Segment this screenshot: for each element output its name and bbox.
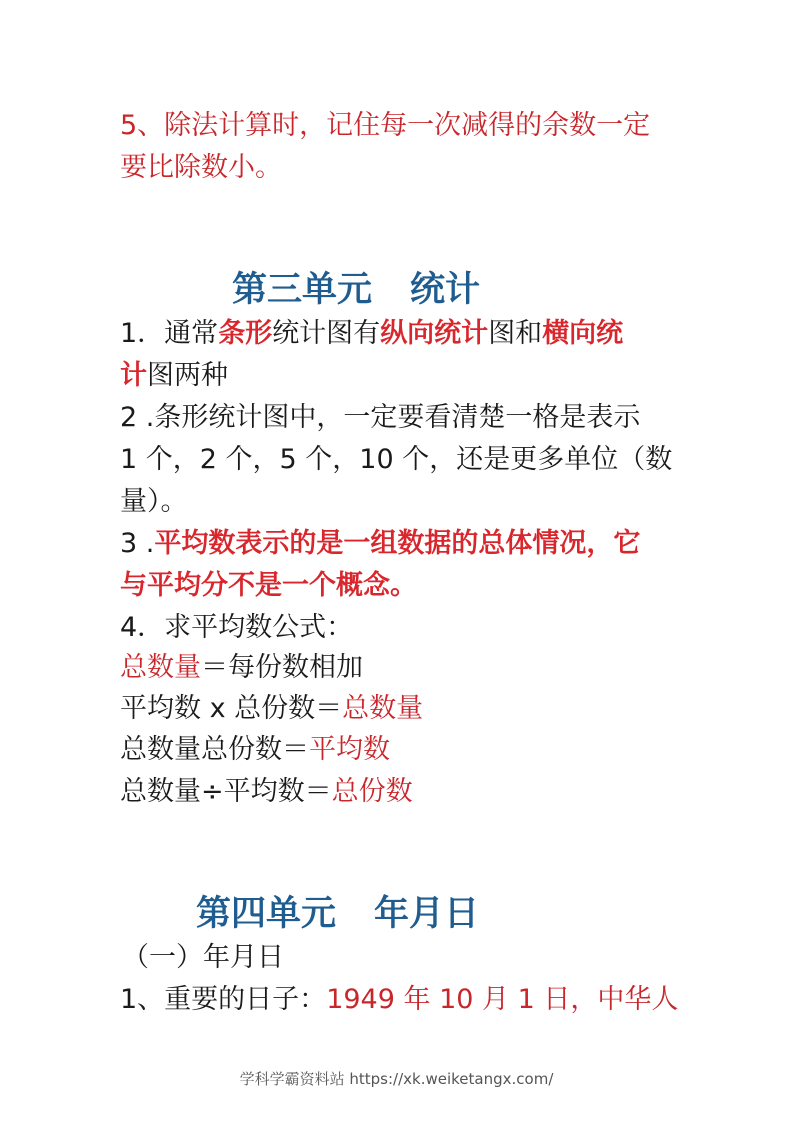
formula-1	[120, 652, 363, 684]
highlight-horizontal-end: 计	[120, 360, 147, 391]
highlight-vertical: 纵向统计	[380, 318, 489, 349]
text: 图和	[488, 318, 543, 349]
unit3-item-2-line-1: 2 .条形统计图中，一定要看清楚一格是表示	[120, 402, 641, 433]
formula-3	[120, 734, 390, 766]
text: 1．通常	[120, 318, 219, 349]
highlight-average: 平均数表示的是一组数据的总体情况，它	[154, 528, 641, 559]
unit4-heading-label: 第四单元	[196, 894, 337, 934]
unit4-heading	[196, 886, 479, 936]
unit3-heading-topic: 统计	[410, 270, 481, 310]
formula-4	[120, 776, 413, 808]
formula-answer: 总份数	[331, 776, 413, 807]
formula-text: 总数量总份数＝	[120, 734, 309, 765]
item-number: 3 .	[120, 528, 155, 559]
unit3-heading-label: 第三单元	[232, 270, 373, 310]
unit4-subheading: （一）年月日	[122, 942, 284, 973]
unit4-item-1	[120, 984, 678, 1016]
highlight-horizontal: 横向统	[542, 318, 624, 349]
highlight-date: 1949 年 10 月 1 日，中华人	[326, 984, 679, 1015]
unit4-heading-topic: 年月日	[374, 894, 480, 934]
text: 1、重要的日子：	[120, 984, 327, 1015]
formula-answer: 总数量	[342, 693, 424, 724]
footer-watermark: 学科学霸资料站 https://xk.weiketangx.com/	[239, 1070, 554, 1088]
highlight-bar-chart: 条形	[218, 318, 273, 349]
formula-2	[120, 693, 423, 725]
text: 统计图有	[272, 318, 381, 349]
formula-answer: 总数量	[120, 652, 201, 683]
formula-text: ＝每份数相加	[201, 652, 363, 683]
unit3-item-2-line-2: 1 个，2 个，5 个，10 个，还是更多单位（数	[120, 444, 673, 475]
formula-answer: 平均数	[309, 734, 390, 765]
formula-text: 平均数 x 总份数＝	[120, 693, 343, 724]
unit3-heading	[232, 262, 480, 312]
unit3-item-4-title: 4．求平均数公式：	[120, 612, 354, 643]
sec5-line-2: 要比除数小。	[120, 152, 282, 183]
unit3-item-1-line-1	[120, 318, 623, 350]
unit3-item-3-line-1	[120, 528, 640, 560]
unit3-item-2-line-3: 量）。	[120, 486, 188, 517]
formula-text: 总数量÷平均数＝	[120, 776, 332, 807]
sec5-line-1: 5、除法计算时，记住每一次减得的余数一定	[120, 110, 651, 141]
unit3-item-1-line-2	[120, 360, 228, 392]
text: 图两种	[147, 360, 228, 391]
unit3-item-3-line-2: 与平均分不是一个概念。	[120, 570, 417, 601]
